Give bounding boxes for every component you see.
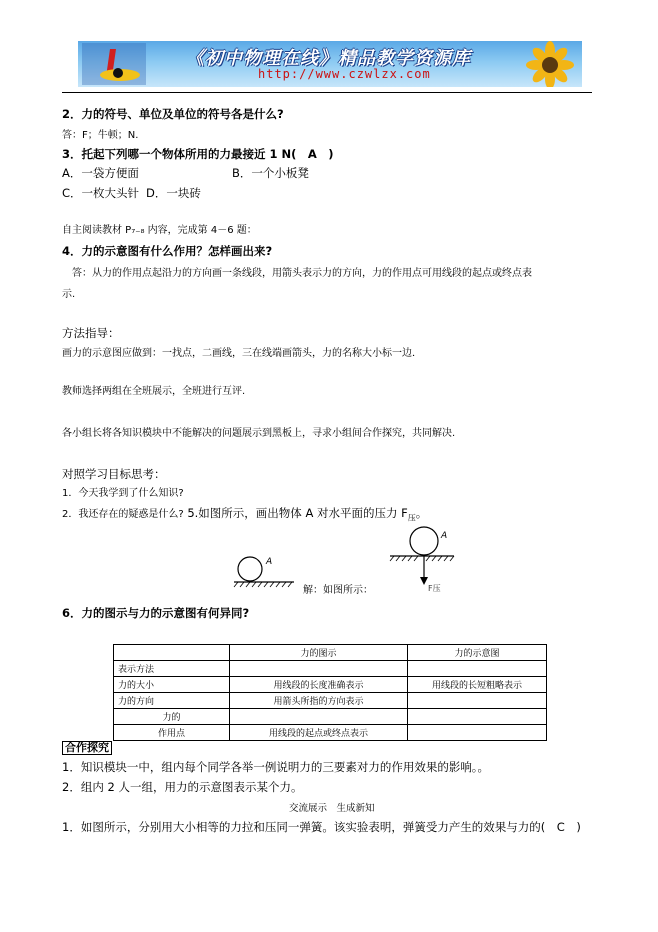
option-a: A．一袋方便面 xyxy=(62,166,139,180)
question-5-end: 。 xyxy=(415,506,428,520)
figure-label-force: F压 xyxy=(428,584,441,593)
group-note: 各小组长将各知识模块中不能解决的问题展示到黑板上，寻求小组间合作探究，共同解决. xyxy=(62,428,456,439)
table-cell: 用线段的长度准确表示 xyxy=(230,677,408,693)
cooperative-1: 1．知识模块一中，组内每个同学各举一例说明力的三要素对力的作用效果的影响。。 xyxy=(62,760,490,774)
table-row xyxy=(114,725,547,741)
question-2: 2．力的符号、单位及单位的符号各是什么? xyxy=(62,107,284,121)
table-cell: 用线段的长短粗略表示 xyxy=(408,677,547,693)
table-header-cell xyxy=(114,645,230,661)
question-5-subscript: 压 xyxy=(407,513,416,523)
option-c: C．一枚大头针 xyxy=(62,186,140,200)
table-header-row xyxy=(114,645,547,661)
figure-label-a-2: A xyxy=(441,531,448,541)
question-4: 4．力的示意图有什么作用？怎样画出来? xyxy=(62,244,273,258)
table-cell xyxy=(408,725,547,741)
figure-label-a-1: A xyxy=(266,557,273,567)
table-cell: 用线段的起点或终点表示 xyxy=(230,725,408,741)
sunflower-icon xyxy=(518,41,582,87)
table-header-cell: 力的图示 xyxy=(230,645,408,661)
table-row xyxy=(114,693,547,709)
table-cell: 表示方法 xyxy=(114,661,230,677)
logo-icon xyxy=(82,43,146,85)
method-title: 方法指导： xyxy=(62,326,120,340)
cooperative-2: 2．组内 2 人一组，用力的示意图表示某个力。 xyxy=(62,780,303,794)
answer-2: 答：F；牛顿；N. xyxy=(62,130,139,141)
question-3: 3．托起下列哪一个物体所用的力最接近 1 N( A ) xyxy=(62,147,334,161)
table-cell: 用箭头所指的方向表示 xyxy=(230,693,408,709)
reflect-title: 对照学习目标思考： xyxy=(62,467,166,481)
reflect-2 xyxy=(62,506,427,525)
option-d: D．一块砖 xyxy=(146,186,201,200)
teacher-note: 教师选择两组在全班展示，全班进行互评. xyxy=(62,386,246,397)
question-6: 6．力的图示与力的示意图有何异同? xyxy=(62,606,250,620)
table-row xyxy=(114,661,547,677)
question-5: 5.如图所示，画出物体 A 对水平面的压力 F xyxy=(183,506,408,520)
table-cell xyxy=(408,661,547,677)
reflect-1: 1．今天我学到了什么知识? xyxy=(62,488,184,499)
table-cell: 作用点 xyxy=(114,725,230,741)
table-cell xyxy=(408,693,547,709)
table-cell: 力的大小 xyxy=(114,677,230,693)
cooperative-inquiry-heading: 合作探究 xyxy=(62,741,112,755)
comparison-table xyxy=(113,644,547,741)
self-read-instruction: 自主阅读教材 P₇₋₈ 内容，完成第 4－6 题： xyxy=(62,225,257,236)
reflect-2-doubt: 2．我还存在的疑惑是什么? xyxy=(62,509,184,520)
figure-ball-on-surface xyxy=(230,553,300,589)
table-cell: 力的 xyxy=(114,709,230,725)
answer-4-line-1: 答：从力的作用点起沿力的方向画一条线段，用箭头表示力的方向，力的作用点可用线段的起点或终点表 xyxy=(72,268,532,279)
header-rule xyxy=(62,92,592,93)
header-banner xyxy=(78,41,582,87)
table-cell: 力的方向 xyxy=(114,693,230,709)
answer-4-line-2: 示. xyxy=(62,289,76,300)
banner-title: 《初中物理在线》精品教学资源库 xyxy=(186,48,471,69)
exchange-heading: 交流展示 生成新知 xyxy=(289,803,375,814)
table-cell xyxy=(230,709,408,725)
figure-answer: 解：如图所示： xyxy=(303,585,373,596)
option-b: B．一个小板凳 xyxy=(232,166,309,180)
final-question: 1．如图所示，分别用大小相等的力拉和压同一弹簧。该实验表明，弹簧受力产生的效果与力的( C ) xyxy=(62,820,581,834)
method-text: 画力的示意图应做到：一找点，二画线，三在线端画箭头，力的名称大小标一边． xyxy=(62,348,422,359)
table-row xyxy=(114,709,547,725)
table-row xyxy=(114,677,547,693)
table-cell xyxy=(230,661,408,677)
table-header-cell: 力的示意图 xyxy=(408,645,547,661)
banner-url: http://www.czwlzx.com xyxy=(258,67,431,81)
table-cell xyxy=(408,709,547,725)
